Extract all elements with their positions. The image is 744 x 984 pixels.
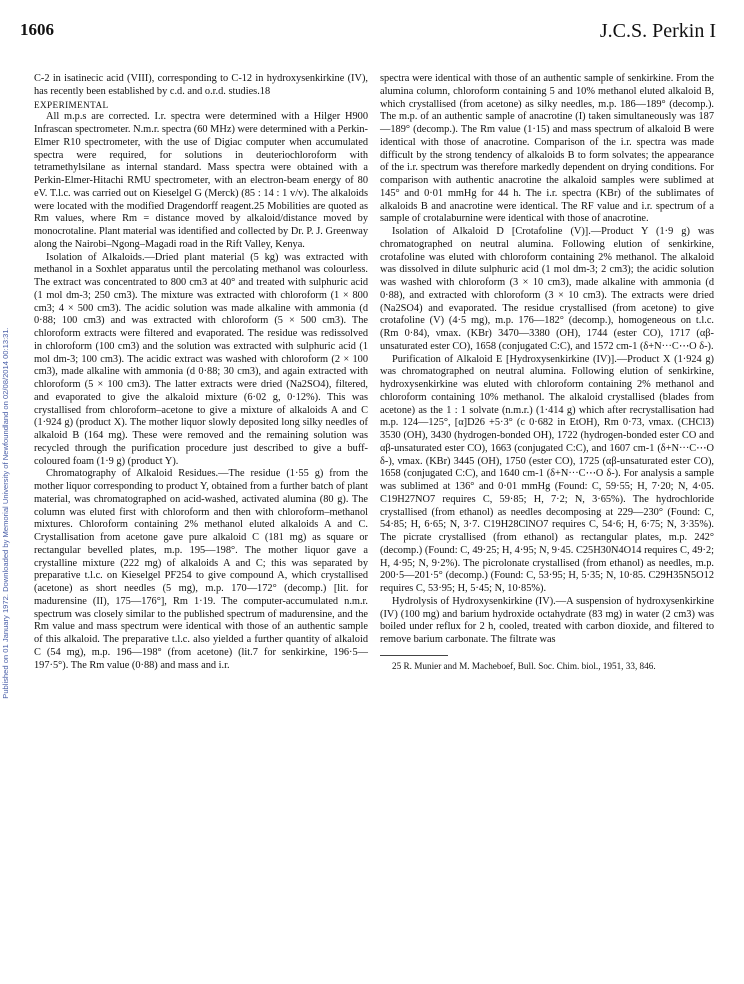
- footnote-divider: [380, 655, 448, 656]
- page-number: 1606: [20, 20, 54, 39]
- methods-paragraph: All m.p.s are corrected. I.r. spectra were determined with a Hilger H900 Infrascan spectrometer. N.m.r. spectra (60 MHz) were determined with a Perkin-Elmer R10 spectrometer, with the use of Digiac computer when accumulated spectra were required, for solutions in deuteriochloroform with tetramethylsilane as internal standard. Mass spectra were obtained with a Perkin-Elmer-Hitachi RMU spectrometer, with an electron-beam energy of 80 eV. T.l.c. was carried out on Kieselgel G (Merck) (85 : 14 : 1 v/v). The alkaloids were located with the modified Dragendorff reagent.25 Mobilities are quoted as Rm values, where Rm = distance moved by alkaloid/distance moved by monocrotaline. Plant material was identified and collected by Dr. P. J. Greenway along the Nairobi–Ngong–Magadi road in the Rift Valley, Kenya.: [34, 111, 368, 250]
- intro-paragraph: C-2 in isatinecic acid (VIII), corresponding to C-12 in hydroxysenkirkine (IV), has recently been established by c.d. and o.r.d. studies.18: [34, 73, 368, 97]
- continued-paragraph: spectra were identical with those of an authentic sample of senkirkine. From the alumina column, chloroform containing 5 and 10% methanol eluted alkaloid B, which crystallised (from acetone) as silky needles, m.p. 186—189° (decomp.). The m.p. of an authentic sample of anacrotine (I) taken simultaneously was 187—189° (decomp.). The Rm value (1·15) and mass spectrum of alkaloid B were identical with those of anacrotine. Comparison of the i.r. spectra was made difficult by the strong tendency of alkaloids B to form solvates; the appearance of the i.r. spectrum was therefore markedly dependent on drying conditions. For comparison with authentic anacrotine the alkaloid samples were sublimed at 145° and 0·01 mmHg for 44 h. The i.r. spectra (KBr) of the sublimates of alkaloids B and anacrotine were identical. The RF value and i.r. spectrum of a sample of crotalaburnine were identical with those of anacrotine.: [380, 73, 714, 225]
- isolation-paragraph: Isolation of Alkaloids.—Dried plant material (5 kg) was extracted with methanol in a Soxhlet apparatus until the percolating methanol was colourless. The extract was concentrated to 800 cm3 at 40° and treated with sulphuric acid (1 mol dm-3; 250 cm3). The mixture was extracted with chloroform (1 × 800 cm3; 4 × 500 cm3). The acidic solution was made alkaline with ammonia (d 0·88; 100 cm3) and was extracted with chloroform (5 × 500 cm3). The chloroform extracts were filtered and evaporated. The residue was redissolved in chloroform (100 cm3) and the solution was extracted with sulphuric acid (1 mol dm-3; 100 cm3). The acidic extract was washed with chloroform (2 × 100 cm3), made alkaline with ammonia (d 0·88; 30 cm3), and again extracted with chloroform (5 × 100 cm3). The latter extracts were dried (Na2SO4), filtered, and evaporated to give the alkaloid mixture (6·02 g, 0·12%). This was crystallised from chloroform–acetone to give a mixture of alkaloids A and C (1·924 g) (product X). The mother liquor slowly deposited long silky needles of alkaloid B (164 mg). These were removed and the remaining solution was recycled through the purification procedure just described to give a buff-coloured foam (1·9 g) (product Y).: [34, 251, 368, 467]
- download-watermark: Published on 01 January 1972. Downloaded by Memorial University of Newfoundland on 02/08/2014 00:13:31.: [1, 327, 10, 699]
- left-column: [34, 73, 368, 672]
- hydrolysis-paragraph: Hydrolysis of Hydroxysenkirkine (IV).—A suspension of hydroxysenkirkine (IV) (100 mg) and barium hydroxide octahydrate (83 mg) in water (2 cm3) was boiled under reflux for 2 h, cooled, treated with carbon dioxide, and filtered to remove barium carbonate. The filtrate was: [380, 595, 714, 645]
- right-column: [380, 73, 714, 672]
- footnote: 25 R. Munier and M. Macheboef, Bull. Soc. Chim. biol., 1951, 33, 846.: [392, 660, 656, 671]
- chromatography-paragraph: Chromatography of Alkaloid Residues.—The residue (1·55 g) from the mother liquor corresponding to product Y, obtained from a further batch of plant material, was chromatographed on acid-washed, activated alumina (80 g). The column was eluted first with chloroform and then with chloroform–methanol mixtures. Chloroform containing 2% methanol eluted alkaloids A and C. Crystallisation from acetone gave pure alkaloid C (181 mg) as square or rectangular bevelled plates, m.p. 195—198°. The mother liquor gave a crystalline mixture (222 mg) of alkaloids A and C; this was separated by preparative t.l.c. on Kieselgel PF254 to give compound A, which crystallised (acetone) as short needles (5 mg), m.p. 170—172° (decomp.) [lit. for madurensine (II), 175—176°], Rm 1·19. The computer-accumulated n.m.r. spectrum was closely similar to the published spectrum of madurensine, and the Rm value and mass spectrum were identical with those of an authentic sample of this alkaloid. The preparative t.l.c. also yielded a further quantity of alkaloid C (54 mg), m.p. 196—198° (from acetone) (lit.7 for senkirkine, 196·5—197·5°). The Rm value (0·88) and mass and i.r.: [34, 468, 368, 671]
- hydroxysenkirkine-paragraph: Purification of Alkaloid E [Hydroxysenkirkine (IV)].—Product X (1·924 g) was chromatographed on neutral alumina. Following elution of senkirkine, hydroxysenkirkine was eluted with chloroform containing 2% methanol and chloroform containing 10% methanol. The alkaloid crystallised (blades from acetone) as the 1 : 1 solvate (n.m.r.) (1·414 g) which after recrystallisation had m.p. 124—125°, [α]D26 +5·3° (c 0·682 in EtOH), Rm 0·73, νmax. (CHCl3) 3530 (OH), 3430 (hydrogen-bonded OH), 1722 (hydrogen-bonded ester CO and αβ-unsaturated ester CO), 1663 (conjugated C:C), and 1607 cm-1 (δ+N···C⋯O δ-), νmax. (KBr) 3445 (OH), 1750 (ester CO), 1725 (αβ-unsaturated ester CO), 1658 (conjugated C:C), and 1640 cm-1 (δ+N···C⋯O δ-). For analysis a sample was sublimed at 136° and 0·01 mmHg (Found: C, 59·55; H, 7·20; N, 4·05. C19H27NO7 requires C, 59·85; H, 7·2; N, 3·65%). The hydrochloride crystallised (from ethanol) as needles decomposing at 229—230° (Found: C, 54·85; H, 6·65; N, 3·7. C19H28ClNO7 requires C, 54·6; H, 6·75; N, 3·35%). The picrate crystallised (from ethanol) as rectangular plates, m.p. 242° (decomp.) (Found: C, 49·25; H, 4·95; N, 9·45. C25H30N4O14 requires C, 49·2; H, 4·95; N, 9·2%). The picrolonate crystallised (from ethanol) as needles, m.p. 200·5—201·5° (decomp.) (Found: C, 53·95; H, 5·35; N, 10·85. C29H35N5O12 requires C, 53·95; H, 5·45; N, 10·85%).: [380, 353, 714, 594]
- crotafoline-paragraph: Isolation of Alkaloid D [Crotafoline (V)].—Product Y (1·9 g) was chromatographed on neutral alumina. Following elution of senkirkine, crotafoline was eluted with chloroform containing 2% methanol. The alkaloid was dissolved in dilute sulphuric acid (1 mol dm-3; 2 cm3); the acidic solution was washed with chloroform (3 × 10 cm3), made alkaline with ammonia (d 0·88), and extracted with chloroform (3 × 10 cm3). The extracts were dried (Na2SO4) and evaporated. The residue crystallised (from acetone) to give crotafoline (V) (4·5 mg), m.p. 176—182° (decomp.), homogeneous on t.l.c. (Rm 0·84), νmax. (KBr) 3470—3380 (OH), 1744 (ester CO), 1717 (αβ-unsaturated ester CO), 1658 (conjugated C:C), and 1572 cm-1 (δ+N···C⋯O δ-).: [380, 226, 714, 352]
- journal-title: J.C.S. Perkin I: [599, 20, 716, 42]
- section-heading: EXPERIMENTAL: [34, 99, 109, 110]
